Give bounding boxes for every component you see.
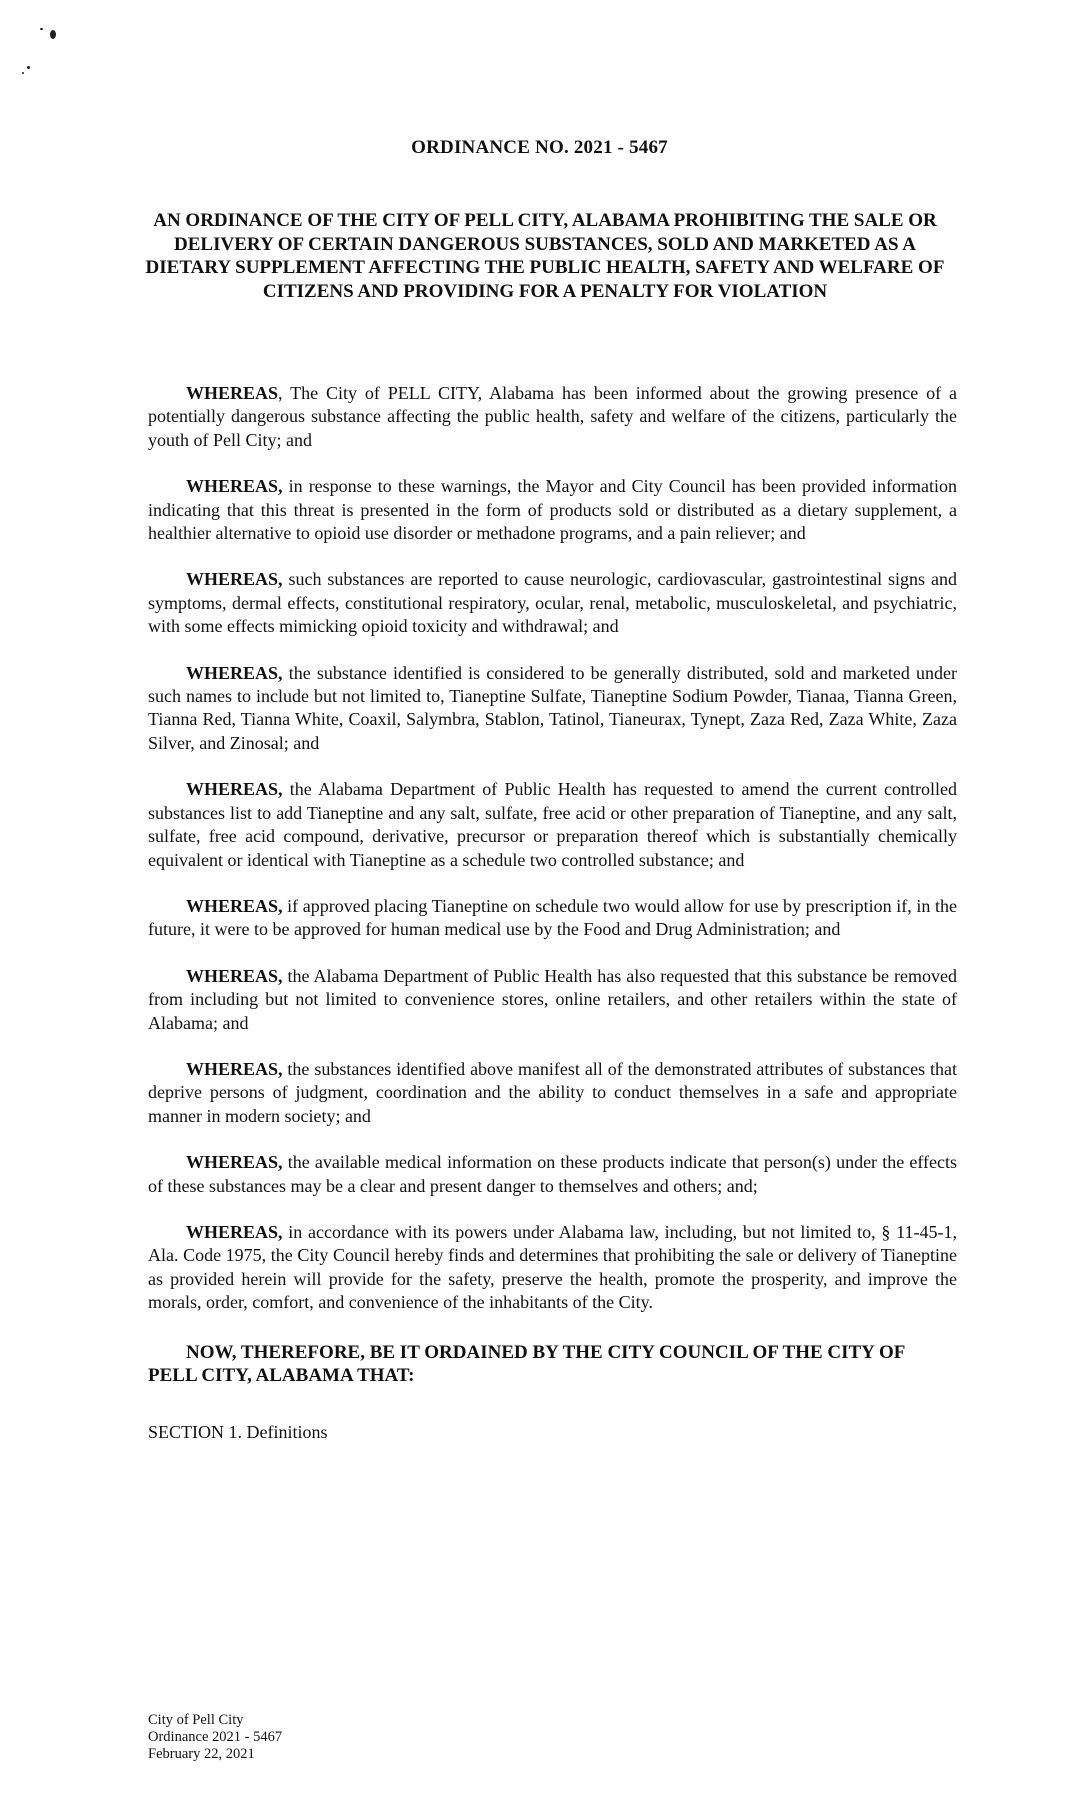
footer-ordinance: Ordinance 2021 - 5467 [148,1729,283,1745]
whereas-paragraph [148,382,957,452]
whereas-text: the substances identified above manifest all of the demonstrated attributes of substances that deprive persons of judgment, coordination and the ability to conduct themselves in a safe and appropriate manner in modern society; and [148,1058,957,1126]
section-heading: SECTION 1. Definitions [148,1421,328,1442]
whereas-text: the substance identified is considered to be generally distributed, sold and marketed under such names to include but not limited to, Tianeptine Sulfate, Tianeptine Sodium Powder, Tianaa, Tianna Green, Tianna Red, Tianna White, Coaxil, Salymbra, Stablon, Tatinol, Tianeurax, Tynept, Zaza Red, Zaza White, Zaza Silver, and Zinosal; and [148,662,957,753]
ordinance-number: ORDINANCE NO. 2021 - 5467 [411,137,668,158]
whereas-lead: WHEREAS, [186,569,283,590]
whereas-lead: WHEREAS, [186,1221,283,1242]
whereas-paragraph [148,1151,957,1198]
whereas-lead: WHEREAS, [186,1152,283,1173]
scan-speck [50,30,56,39]
whereas-paragraph [148,475,957,545]
footer-city: City of Pell City [148,1712,244,1728]
whereas-paragraph [148,778,957,872]
scan-speck [40,28,43,30]
whereas-paragraph [148,1221,957,1315]
footer-date: February 22, 2021 [148,1746,255,1762]
scan-speck [27,66,30,69]
whereas-text: the Alabama Department of Public Health has requested to amend the current controlled substances list to add Tianeptine and any salt, sulfate, free acid or other preparation of Tianeptine, and any salt, sulfate, free acid compound, derivative, precursor or preparation thereof which is substantially chemically equivalent or identical with Tianeptine as a schedule two controlled substance; and [148,779,957,870]
whereas-paragraph [148,568,957,638]
document-footer [148,1712,282,1763]
whereas-text: if approved placing Tianeptine on schedule two would allow for use by prescription if, in the future, it were to be approved for human medical use by the Food and Drug Administration; and [148,895,957,940]
ordinance-body [148,382,957,1444]
whereas-text: in response to these warnings, the Mayor and City Council has been provided information indicating that this threat is presented in the form of products sold or distributed as a dietary supplement, a healthier alternative to opioid use disorder or methadone programs, and a pain reliever; and [148,476,957,544]
whereas-paragraph [148,895,957,942]
whereas-paragraph [148,662,957,756]
whereas-lead: WHEREAS, [186,895,283,916]
whereas-lead: WHEREAS, [186,476,283,497]
whereas-lead: WHEREAS, [186,662,283,683]
whereas-lead: WHEREAS, [186,1058,283,1079]
whereas-paragraph [148,965,957,1035]
whereas-lead: WHEREAS, [186,965,283,986]
whereas-paragraph [148,1058,957,1128]
whereas-text: the Alabama Department of Public Health has also requested that this substance be removed from including but not limited to convenience stores, online retailers, and other retailers within the state of Alabama; and [148,965,957,1033]
whereas-lead: WHEREAS, [186,779,283,800]
whereas-text: , The City of PELL CITY, Alabama has been informed about the growing presence of a potentially dangerous substance affecting the public health, safety and welfare of the citizens, particularly the youth of Pell City; and [148,383,957,450]
whereas-text: such substances are reported to cause neurologic, cardiovascular, gastrointestinal signs and symptoms, dermal effects, constitutional respiratory, ocular, renal, metabolic, musculoskeletal, and psychiatric, with some effects mimicking opioid toxicity and withdrawal; and [148,569,957,637]
ordinance-title: AN ORDINANCE OF THE CITY OF PELL CITY, ALABAMA PROHIBITING THE SALE OR DELIVERY OF CERTAIN DANGEROUS SUBSTANCES, SOLD AND MARKETED AS A DIETARY SUPPLEMENT AFFECTING THE PUBLIC HEALTH, SAFETY AND WELFARE OF CITIZENS AND PROVIDING FOR A PENALTY FOR VIOLATION [145,210,945,302]
whereas-text: in accordance with its powers under Alabama law, including, but not limited to, § 11-45-1, Ala. Code 1975, the City Council hereby finds and determines that prohibiting the sale or delivery of Tianeptine as provided herein will provide for the safety, preserve the health, promote the prosperity, and improve the morals, order, comfort, and convenience of the inhabitants of the City. [148,1221,957,1313]
whereas-lead: WHEREAS [186,383,279,403]
ordained-clause: NOW, THEREFORE, BE IT ORDAINED BY THE CITY COUNCIL OF THE CITY OF PELL CITY, ALABAMA THAT: [148,1341,905,1387]
whereas-text: the available medical information on these products indicate that person(s) under the effects of these substances may be a clear and present danger to themselves and others; and; [148,1152,957,1196]
scan-speck [22,72,24,74]
